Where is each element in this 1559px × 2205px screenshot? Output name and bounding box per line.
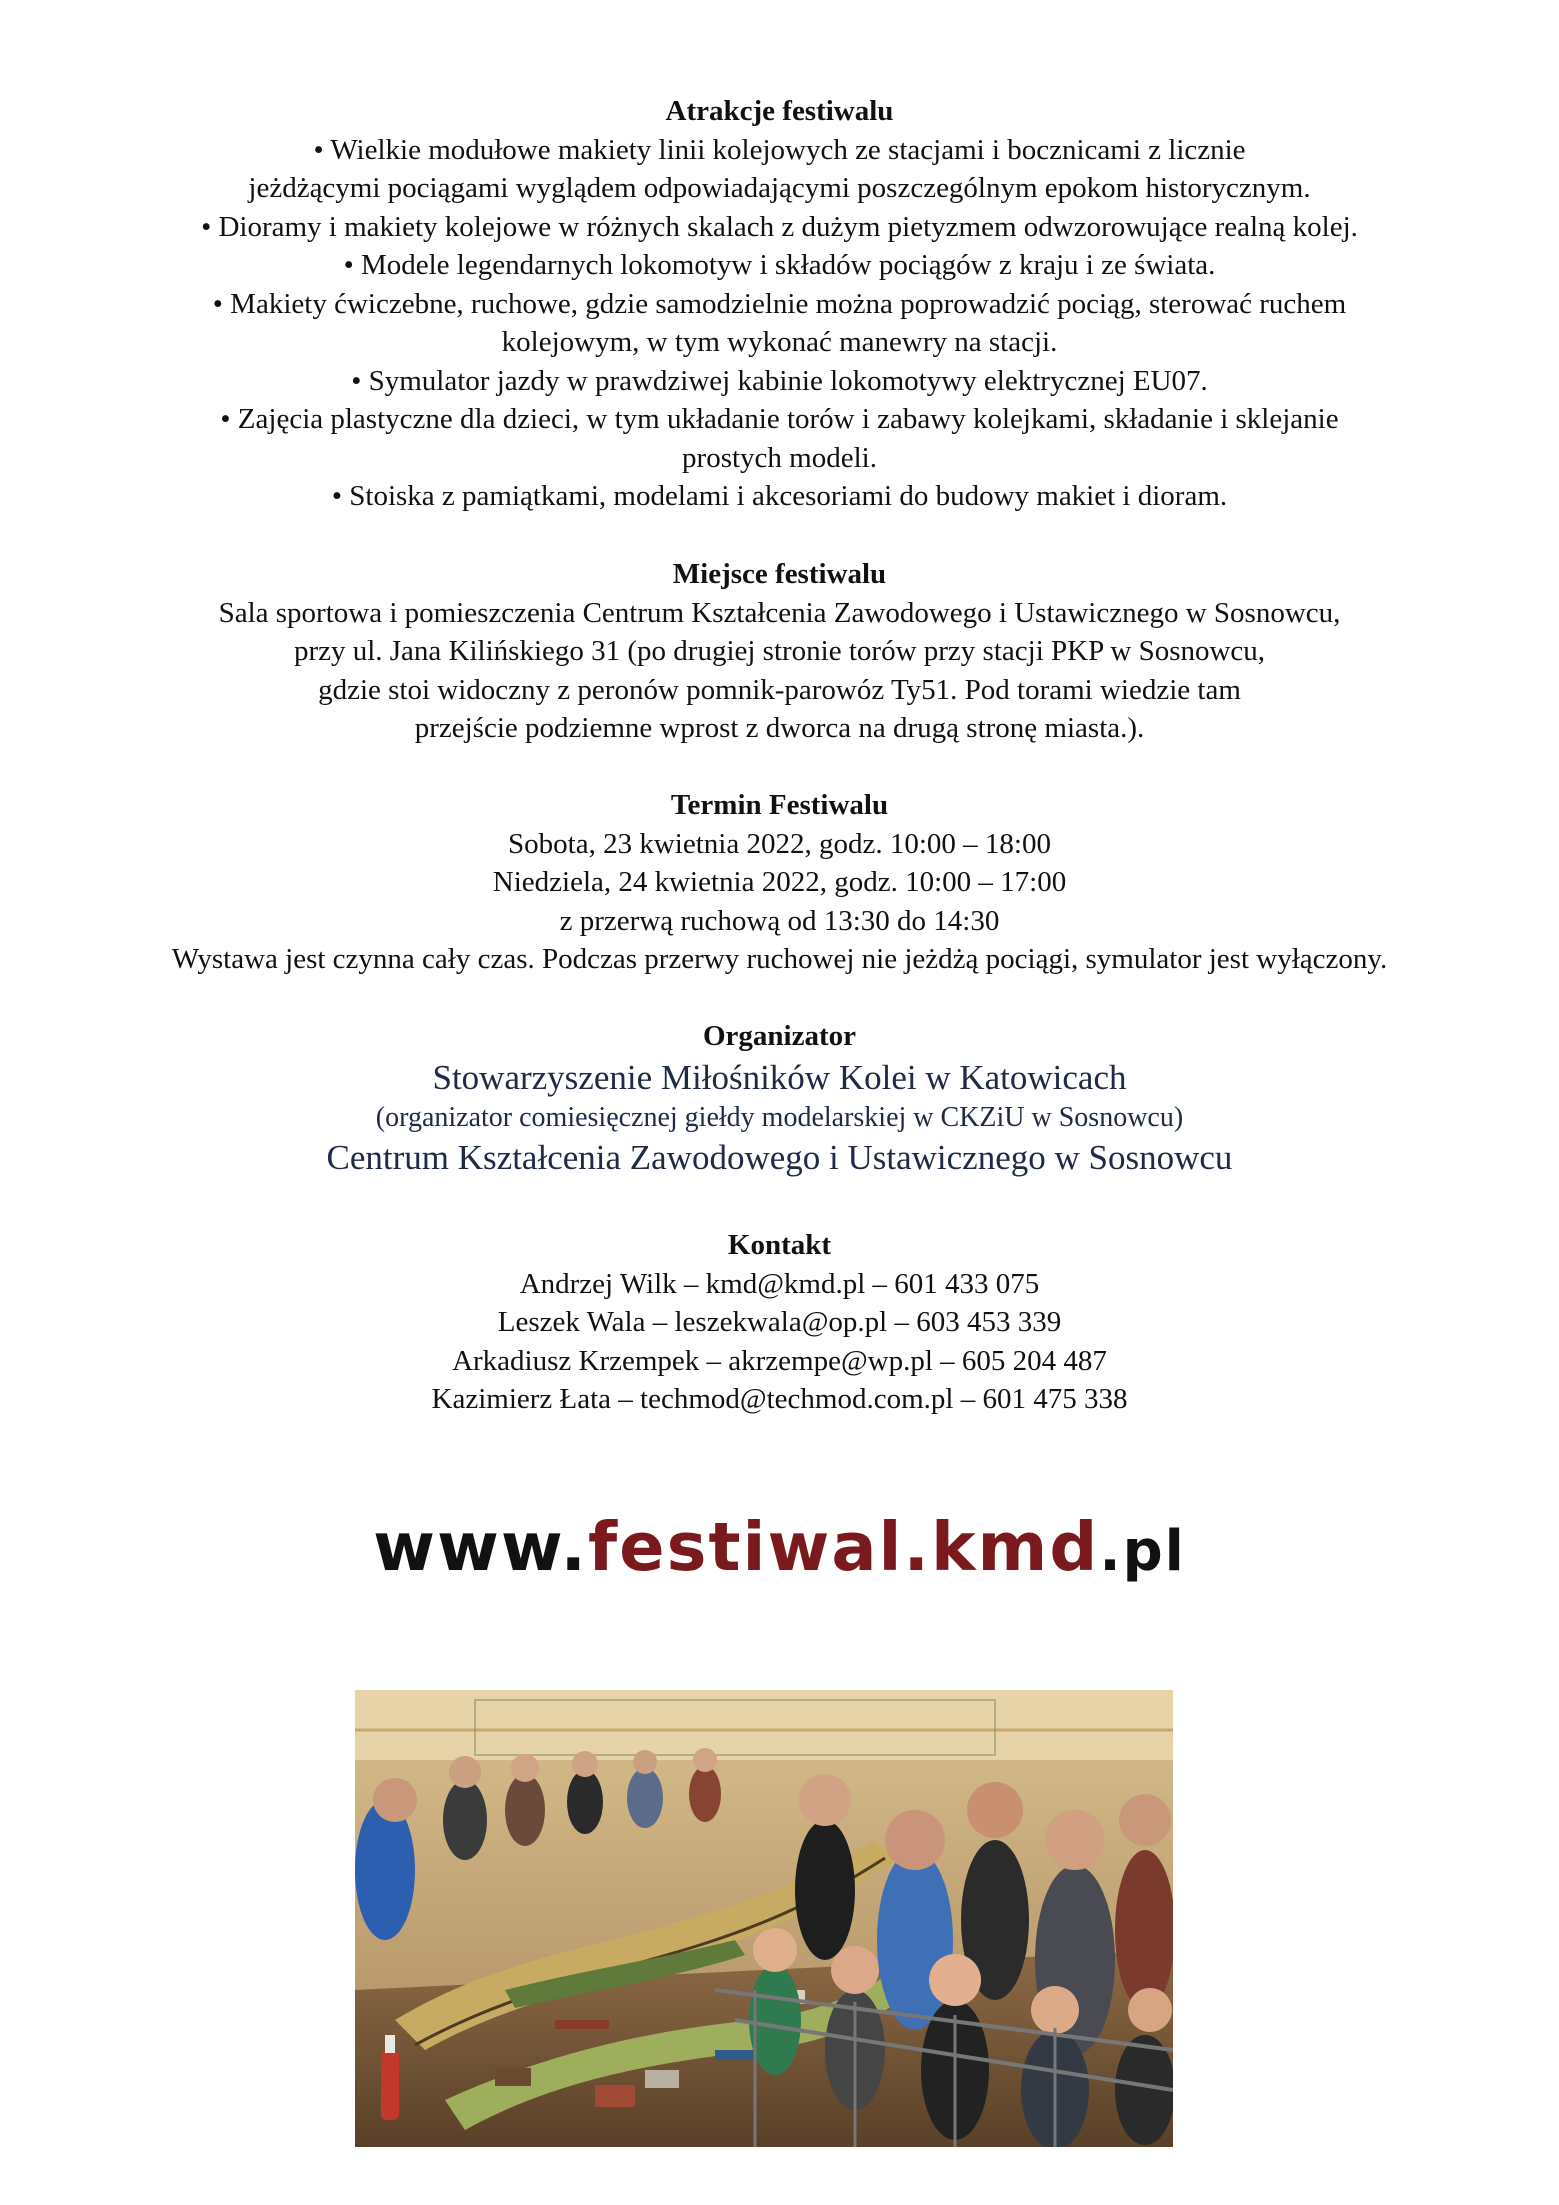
- venue-section: [0, 555, 1559, 748]
- attractions-line: • Makiety ćwiczebne, ruchowe, gdzie samodzielnie można poprowadzić pociąg, sterować ruchem: [212, 287, 1347, 320]
- contact-heading: Kontakt: [727, 1229, 832, 1261]
- contact-section: [0, 1226, 1559, 1419]
- attractions-heading: Atrakcje festiwalu: [665, 95, 894, 127]
- attractions-line: prostych modeli.: [682, 441, 877, 474]
- website-prefix: www.: [373, 1508, 588, 1586]
- contact-line: Arkadiusz Krzempek – akrzempe@wp.pl – 605 204 487: [452, 1344, 1107, 1377]
- dates-section: [0, 786, 1559, 979]
- dates-line: Sobota, 23 kwietnia 2022, godz. 10:00 – 18:00: [508, 827, 1051, 860]
- attractions-line: • Modele legendarnych lokomotyw i składów pociągów z kraju i ze świata.: [343, 249, 1216, 281]
- venue-heading: Miejsce festiwalu: [672, 558, 887, 590]
- dates-line: Niedziela, 24 kwietnia 2022, godz. 10:00 – 17:00: [492, 866, 1067, 898]
- attractions-section: [0, 92, 1559, 516]
- attractions-line: • Wielkie modułowe makiety linii kolejowych ze stacjami i bocznicami z licznie: [313, 133, 1246, 166]
- dates-line: z przerwą ruchową od 13:30 do 14:30: [559, 904, 1000, 937]
- dates-heading: Termin Festiwalu: [670, 789, 889, 821]
- attractions-line: • Zajęcia plastyczne dla dzieci, w tym układanie torów i zabawy kolejkami, składanie i sklejanie: [220, 403, 1339, 435]
- organizer-section: [0, 1017, 1559, 1179]
- organizer-heading: Organizator: [702, 1020, 856, 1052]
- attractions-line: • Dioramy i makiety kolejowe w różnych skalach z dużym pietyzmem odwzorowujące realną kolej.: [201, 210, 1358, 243]
- contact-line: Leszek Wala – leszekwala@op.pl – 603 453 339: [497, 1306, 1062, 1338]
- festival-photo: [355, 1690, 1173, 2147]
- attractions-line: kolejowym, w tym wykonać manewry na stacji.: [501, 326, 1058, 358]
- attractions-line: jeżdżącymi pociągami wyglądem odpowiadającymi poszczególnym epokom historycznym.: [248, 172, 1311, 204]
- dates-line: Wystawa jest czynna cały czas. Podczas przerwy ruchowej nie jeżdżą pociągi, symulator jest wyłączony.: [171, 943, 1388, 975]
- attractions-line: • Symulator jazdy w prawdziwej kabinie lokomotywy elektrycznej EU07.: [351, 364, 1208, 397]
- website-suffix: .pl: [1099, 1519, 1186, 1584]
- website-domain: festiwal.kmd: [587, 1508, 1100, 1586]
- venue-line: gdzie stoi widoczny z peronów pomnik-parowóz Ty51. Pod torami wiedzie tam: [318, 673, 1241, 706]
- attractions-line: • Stoiska z pamiątkami, modelami i akcesoriami do budowy makiet i dioram.: [331, 480, 1228, 512]
- website-link[interactable]: [0, 1502, 1559, 1597]
- contact-line: Andrzej Wilk – kmd@kmd.pl – 601 433 075: [519, 1267, 1040, 1300]
- organizer-name: Stowarzyszenie Miłośników Kolei w Katowicach: [432, 1057, 1127, 1097]
- venue-line: przy ul. Jana Kilińskiego 31 (po drugiej stronie torów przy stacji PKP w Sosnowcu,: [293, 635, 1266, 667]
- organizer-note: (organizator comiesięcznej giełdy modelarskiej w CKZiU w Sosnowcu): [375, 1101, 1184, 1133]
- venue-line: przejście podziemne wprost z dworca na drugą stronę miasta.).: [414, 712, 1145, 744]
- contact-line: Kazimierz Łata – techmod@techmod.com.pl – 601 475 338: [431, 1383, 1128, 1415]
- co-organizer-name: Centrum Kształcenia Zawodowego i Ustawicznego w Sosnowcu: [326, 1137, 1233, 1177]
- venue-line: Sala sportowa i pomieszczenia Centrum Kształcenia Zawodowego i Ustawicznego w Sosnowcu,: [218, 596, 1341, 629]
